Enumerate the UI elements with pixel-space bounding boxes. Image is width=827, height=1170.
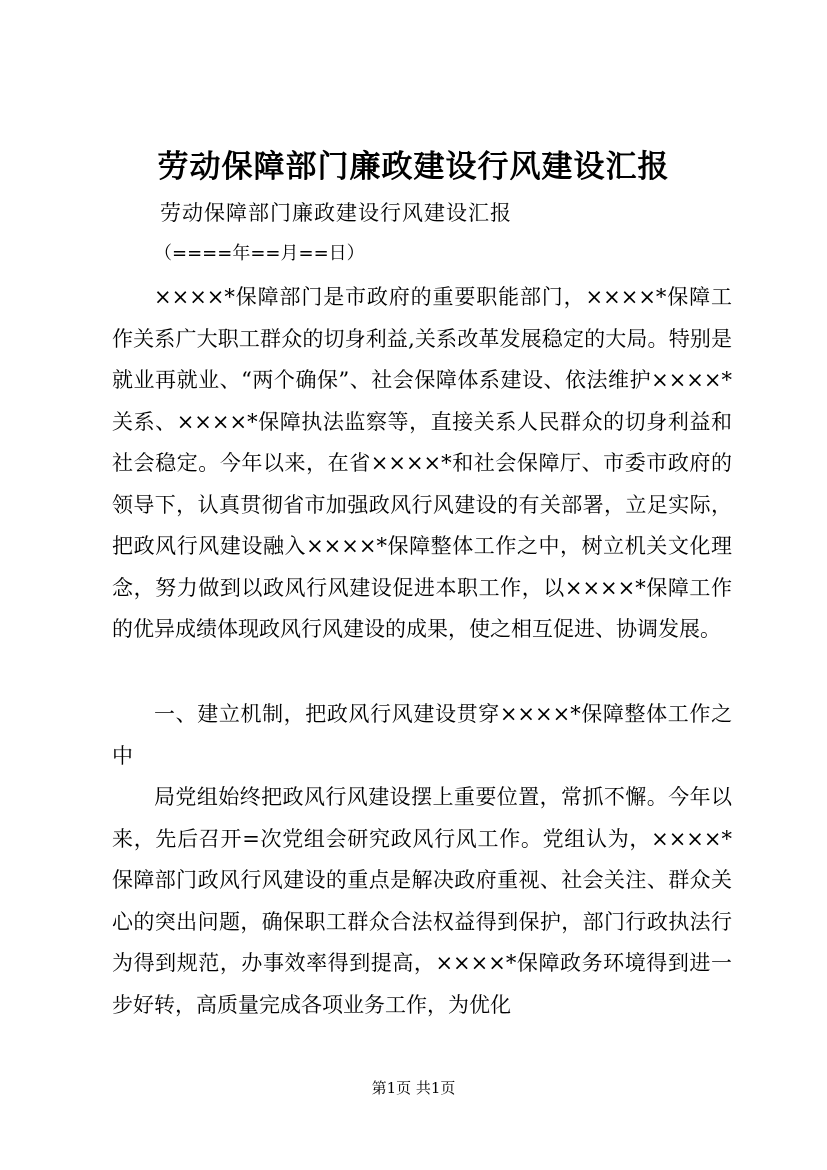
body-paragraph-section-1 bbox=[112, 777, 732, 1026]
paragraph-text: 局党组始终把政风行风建设摆上重要位置，常抓不懈。今年以来，先后召开=次党组会研究政风行风工作。党组认为，××××*保障部门政风行风建设的重点是解决政府重视、社会关注、群众关心的突出问题，确保职工群众合法权益得到保护，部门行政执法行为得到规范，办事效率得到提高，××××*保障政务环境得到进一步好转，高质量完成各项业务工作，为优化 bbox=[112, 785, 732, 1017]
page-footer: 第1页 共1页 bbox=[371, 1079, 456, 1097]
document-title: 劳动保障部门廉政建设行风建设汇报 bbox=[157, 149, 670, 185]
section-heading-1 bbox=[112, 694, 732, 777]
document-subtitle: 劳动保障部门廉政建设行风建设汇报 bbox=[160, 201, 512, 225]
document-date: （====年==月==日） bbox=[154, 243, 365, 264]
paragraph-text: 一、建立机制，把政风行风建设贯穿××××*保障整体工作之中 bbox=[112, 702, 732, 768]
paragraph-text: ××××*保障部门是市政府的重要职能部门，××××*保障工作关系广大职工群众的切身利益,关系改革发展稳定的大局。特别是就业再就业、“两个确保”、社会保障体系建设、依法维护××××*关系、××××*保障执法监察等，直接关系人民群众的切身利益和社会稳定。今年以来，在省××××*和社会保障厅、市委市政府的领导下，认真贯彻省市加强政风行风建设的有关部署，立足实际，把政风行风建设融入××××*保障整体工作之中，树立机关文化理念，努力做到以政风行风建设促进本职工作，以××××*保障工作的优异成绩体现政风行风建设的成果，使之相互促进、协调发展。 bbox=[112, 285, 732, 641]
body-paragraph-intro bbox=[112, 277, 732, 651]
